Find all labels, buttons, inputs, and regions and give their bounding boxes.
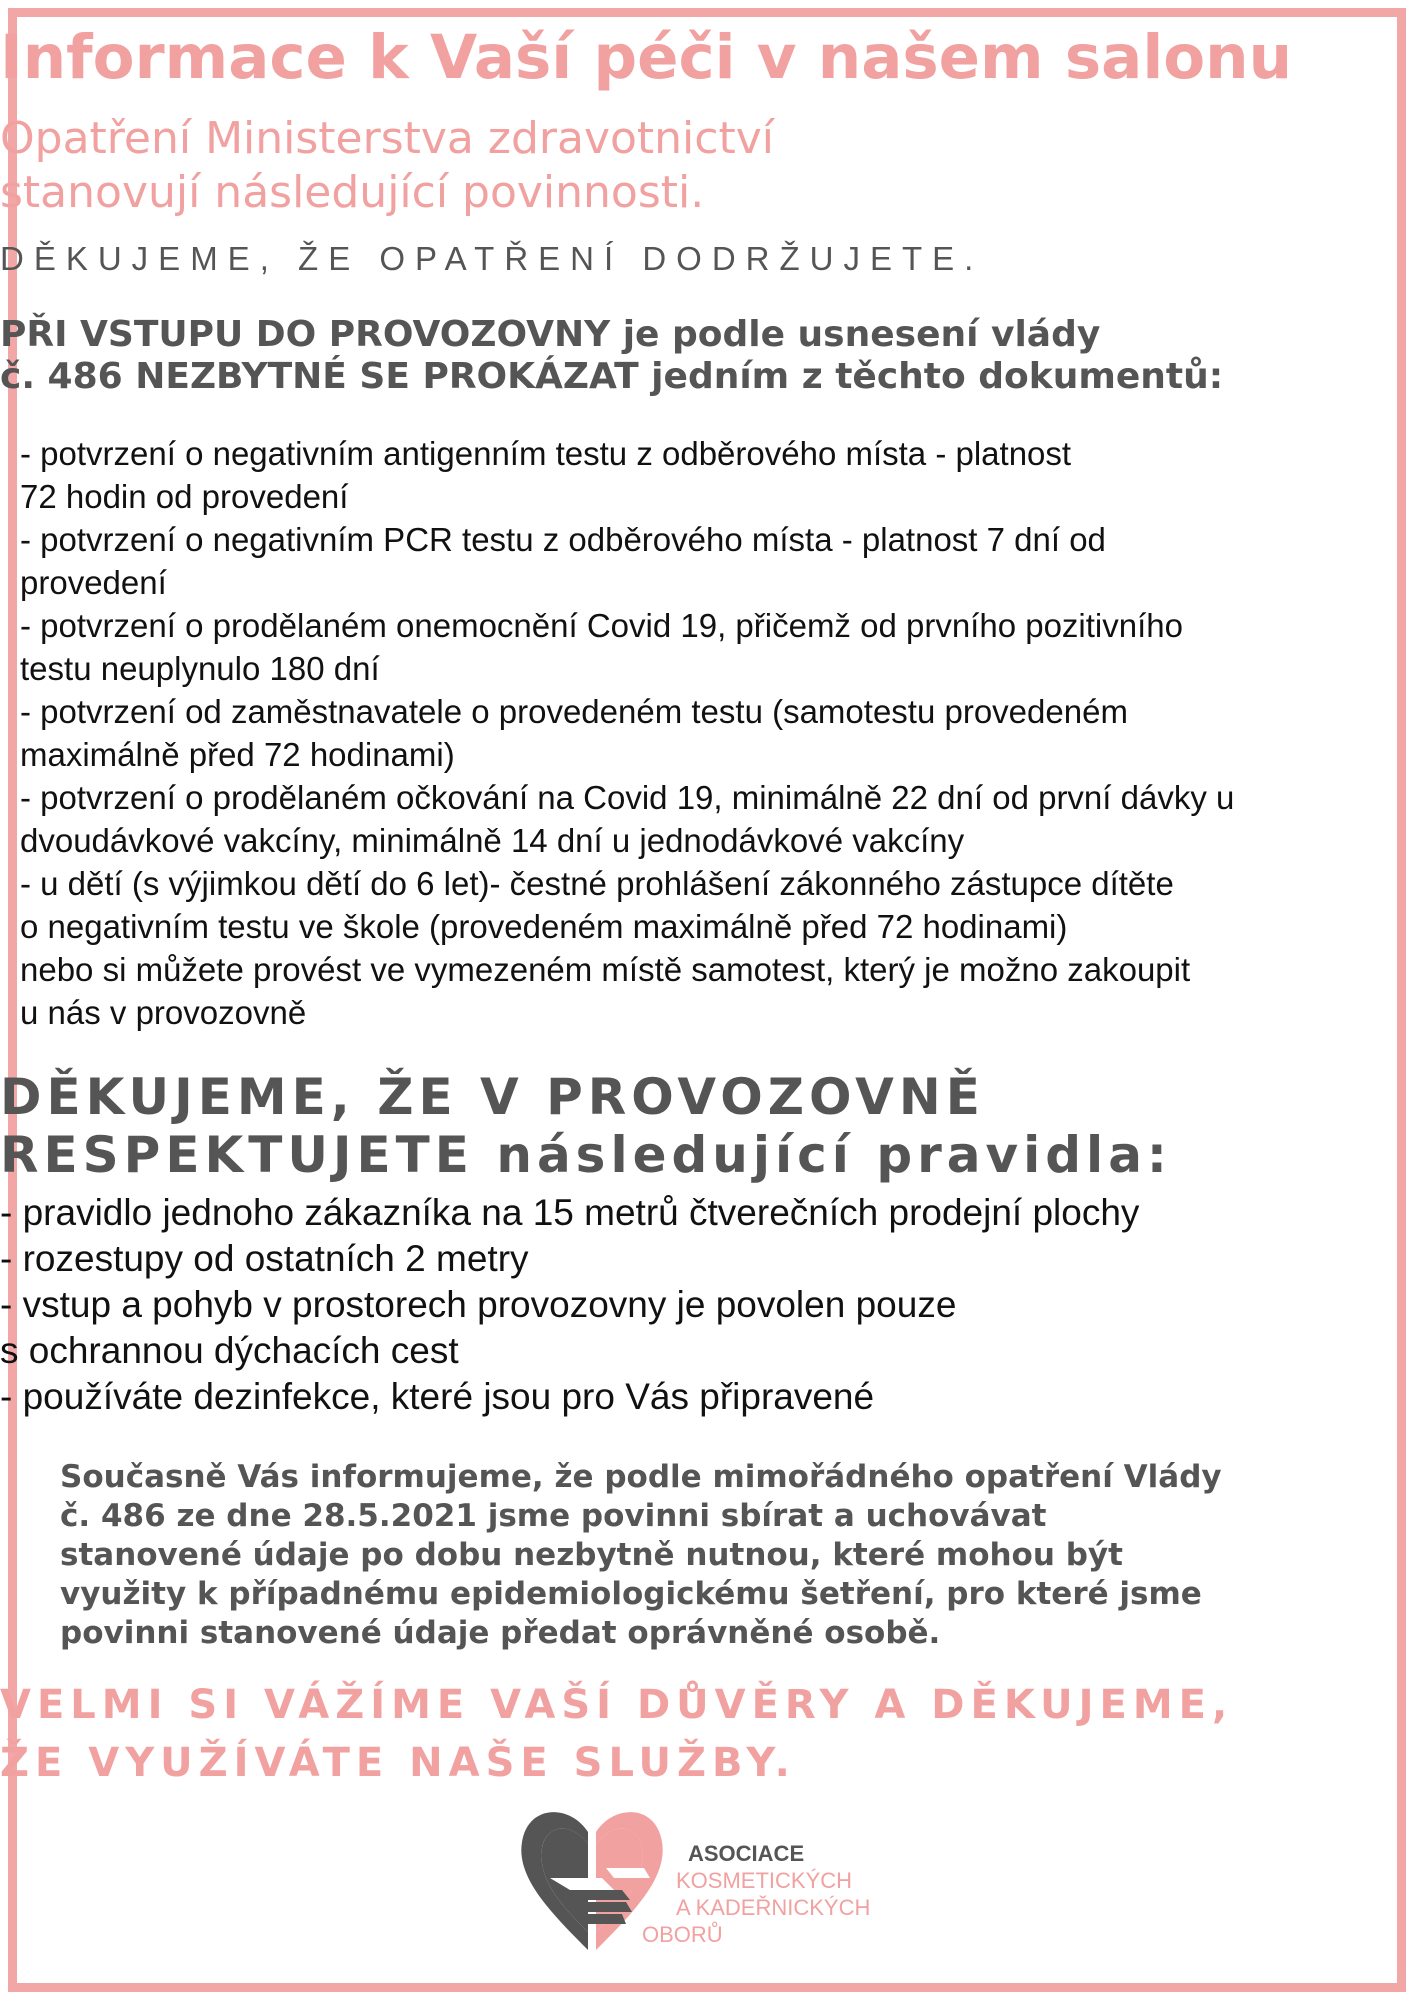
entry-heading-line: PŘI VSTUPU DO PROVOZOVNY je podle usnesení vlády — [0, 314, 1101, 355]
list-item-line: testu neuplynulo 180 dní — [20, 650, 380, 687]
list-item: - pravidlo jednoho zákazníka na 15 metrů čtverečních prodejní plochy — [0, 1192, 1140, 1233]
list-item-line: dvoudávkové vakcíny, minimálně 14 dní u jednodávkové vakcíny — [20, 822, 965, 859]
page-title: Informace k Vaší péči v našem salonu — [0, 22, 1292, 93]
rules-heading — [0, 1068, 1414, 1184]
list-item: - používáte dezinfekce, které jsou pro Vás připravené — [0, 1376, 875, 1417]
list-item-line: o negativním testu ve škole (provedeném maximálně před 72 hodinami) — [20, 908, 1068, 945]
notice-line: Současně Vás informujeme, že podle mimořádného opatření Vlády — [60, 1459, 1222, 1495]
list-item: s ochrannou dýchacích cest — [0, 1330, 459, 1371]
list-item-line: - potvrzení o prodělaném onemocnění Covid 19, přičemž od prvního pozitivního — [20, 607, 1183, 644]
list-item — [20, 604, 1394, 690]
logo-line: ASOCIACE — [688, 1841, 805, 1866]
list-item-line: - potvrzení o prodělaném očkování na Covid 19, minimálně 22 dní od první dávky u — [20, 779, 1235, 816]
list-item — [20, 518, 1394, 604]
entry-heading-line: č. 486 NEZBYTNÉ SE PROKÁZAT jedním z těchto dokumentů: — [0, 356, 1224, 397]
list-item-line: nebo si můžete provést ve vymezeném místě samotest, který je možno zakoupit — [20, 951, 1191, 988]
list-item — [20, 776, 1394, 862]
list-item — [20, 690, 1394, 776]
subtitle-line: Opatření Ministerstva zdravotnictví — [0, 113, 774, 164]
closing-line: ŽE VYUŽÍVÁTE NAŠE SLUŽBY. — [0, 1740, 796, 1786]
list-item: - rozestupy od ostatních 2 metry — [0, 1238, 529, 1279]
list-item: - vstup a pohyb v prostorech provozovny je povolen pouze — [0, 1284, 957, 1325]
notice-line: využity k případnému epidemiologickému šetření, pro které jsme — [60, 1576, 1202, 1612]
list-item-line: provedení — [20, 564, 167, 601]
closing-line: VELMI SI VÁŽÍME VAŠÍ DŮVĚRY A DĚKUJEME, — [0, 1682, 1234, 1728]
rules-heading-line: DĚKUJEME, ŽE V PROVOZOVNĚ — [0, 1068, 985, 1126]
closing-thanks — [0, 1676, 1414, 1792]
rules-list — [0, 1190, 1414, 1420]
notice-line: stanovené údaje po dobu nezbytně nutnou, které mohou být — [60, 1537, 1123, 1573]
list-item-line: u nás v provozovně — [20, 994, 307, 1031]
list-item-line: 72 hodin od provedení — [20, 478, 349, 515]
logo-line: A KADEŘNICKÝCH — [676, 1895, 871, 1920]
logo-line: KOSMETICKÝCH — [676, 1868, 853, 1893]
logo-line: OBORŮ — [642, 1922, 723, 1947]
entry-requirement-heading — [0, 314, 1414, 398]
list-item — [20, 862, 1394, 948]
list-item-line: - potvrzení o negativním antigenním testu z odběrového místa - platnost — [20, 435, 1072, 472]
list-item-line: - potvrzení o negativním PCR testu z odběrového místa - platnost 7 dní od — [20, 521, 1106, 558]
notice-line: povinni stanovené údaje předat oprávněné osobě. — [60, 1615, 941, 1651]
notice-line: č. 486 ze dne 28.5.2021 jsme povinni sbírat a uchovávat — [60, 1498, 1047, 1534]
rules-heading-line: RESPEKTUJETE následující pravidla: — [0, 1126, 1172, 1184]
data-collection-notice — [60, 1458, 1354, 1653]
thanks-note: DĚKUJEME, ŽE OPATŘENÍ DODRŽUJETE. — [0, 240, 984, 277]
subtitle — [0, 112, 1414, 220]
list-item-line: - potvrzení od zaměstnavatele o provedeném testu (samotestu provedeném — [20, 693, 1128, 730]
list-item-line: maximálně před 72 hodinami) — [20, 736, 455, 773]
list-item-line: - u dětí (s výjimkou dětí do 6 let)- čestné prohlášení zákonného zástupce dítěte — [20, 865, 1174, 902]
list-item — [20, 948, 1394, 1034]
association-logo — [510, 1782, 900, 1972]
list-item — [20, 432, 1394, 518]
subtitle-line: stanovují následující povinnosti. — [0, 167, 705, 218]
logo-wordmark — [642, 1840, 871, 1948]
required-documents-list — [20, 432, 1394, 1034]
